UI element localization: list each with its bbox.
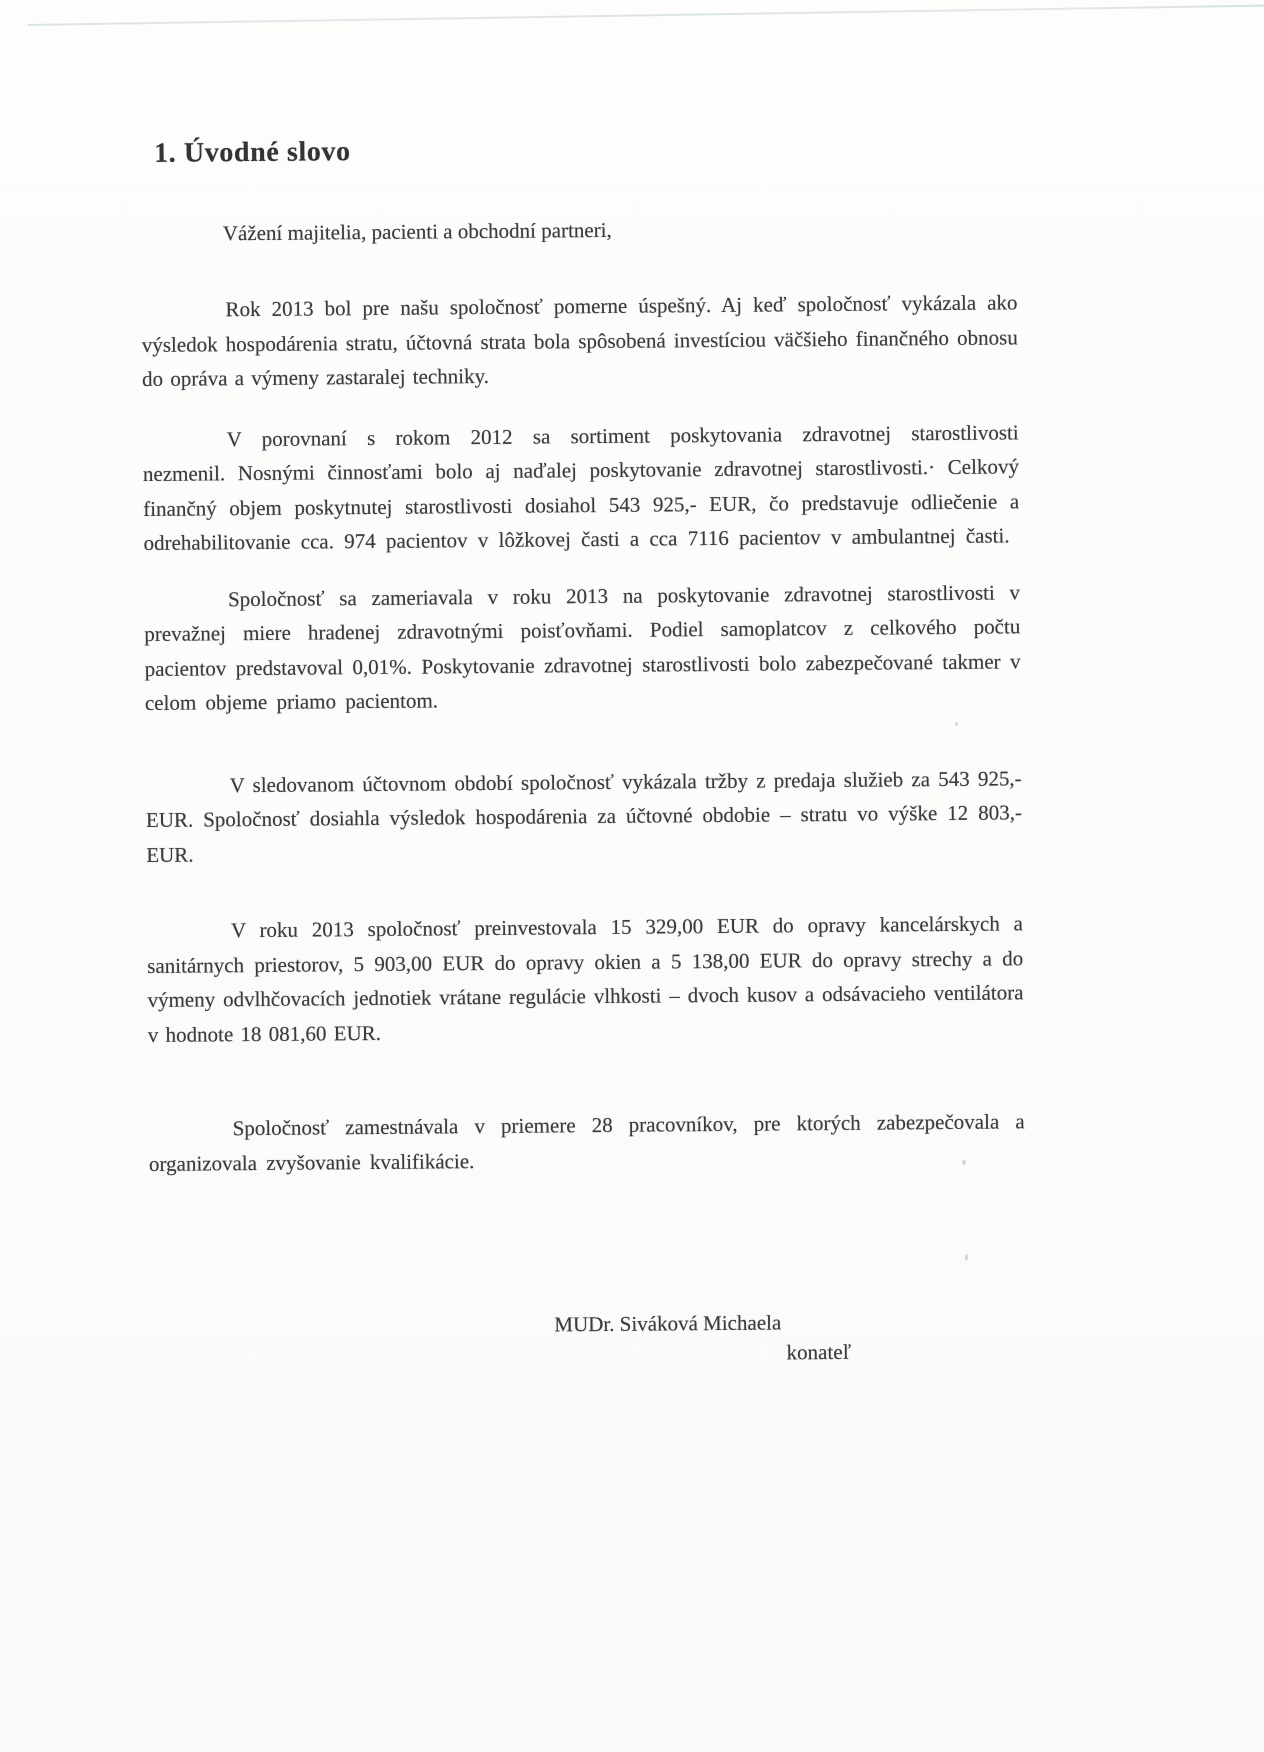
document-body — [140, 130, 1027, 1373]
section-title: 1. Úvodné slovo — [153, 136, 351, 169]
paragraph-healthcare-focus: Spoločnosť sa zameriavala v roku 2013 na poskytovanie zdravotnej starostlivosti v prevažnej miere hradenej zdravotnými poisťovňami. Podiel samoplatcov z celkového počtu pacientov predstavoval 0,01%. Poskytovanie zdravotnej starostlivosti bolo zabezpečované takmer v celom objeme priamo pacientom. — [144, 579, 1021, 715]
page-edge-scan-line — [28, 5, 1264, 26]
paragraph-employees: Spoločnosť zamestnávala v priemere 28 pracovníkov, pre ktorých zabezpečovala a organizovala zvyšovanie kvalifikácie. — [148, 1109, 1025, 1176]
salutation-line: Vážení majitelia, pacienti a obchodní partneri, — [222, 217, 612, 246]
paragraph-financial-result: V sledovanom účtovnom období spoločnosť vykázala tržby z predaja služieb za 543 925,- EUR. Spoločnosť dosiahla výsledok hospodárenia za účtovné obdobie – stratu vo výške 12 803,- EUR. — [145, 765, 1023, 867]
paragraph-services-comparison: V porovnaní s rokom 2012 sa sortiment poskytovania zdravotnej starostlivosti nezmenil. Nosnými činnosťami bolo aj naďalej poskytovanie zdravotnej starostlivosti.· Celkový finančný objem poskytnutej starostlivosti dosiahol 543 925,- EUR, čo predstavuje odliečenie a odrehabilitovanie cca. 974 pacientov v lôžkovej časti a cca 7116 pacientov v ambulantnej časti. — [142, 419, 1020, 555]
paragraph-investments: V roku 2013 spoločnosť preinvestovala 15 329,00 EUR do opravy kancelárskych a sanitárnych priestorov, 5 903,00 EUR do opravy okien a 5 138,00 EUR do opravy strechy a do výmeny odvlhčovacích jednotiek vrátane regulácie vlhkosti – dvoch kusov a odsávacieho ventilátora v hodnote 18 081,60 EUR. — [147, 911, 1024, 1047]
signatory-name: MUDr. Siváková Michaela — [554, 1310, 782, 1337]
signatory-role: konateľ — [786, 1339, 852, 1365]
paragraph-year-overview: Rok 2013 bol pre našu spoločnosť pomerne úspešný. Aj keď spoločnosť vykázala ako výsledok hospodárenia stratu, účtovná strata bola spôsobená investíciou väčšieho finančného obnosu do opráva a výmeny zastaralej techniky. — [141, 290, 1018, 391]
signature-block — [554, 1305, 1027, 1369]
